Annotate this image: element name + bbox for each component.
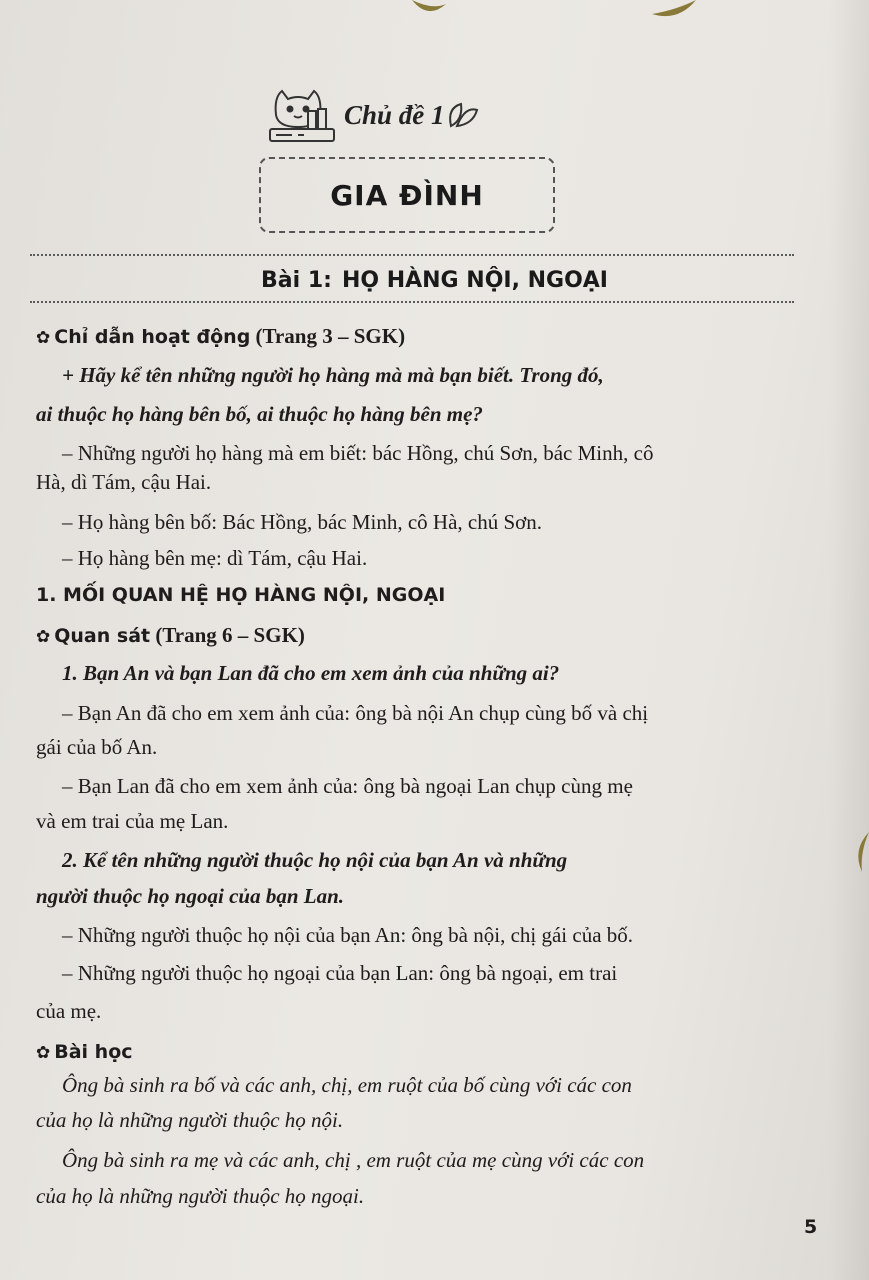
q2-answer1: – Những người thuộc họ nội của bạn An: ông bà nội, chị gái của bố. — [62, 923, 634, 947]
q1-answer1-line2: gái của bố An. — [36, 735, 158, 759]
flower-bullet-icon: ✿ — [36, 1043, 51, 1063]
activity-question-line1: + Hãy kể tên những người họ hàng mà mà bạn biết. Trong đó, — [62, 363, 604, 387]
topic-title: GIA ĐÌNH — [330, 178, 484, 212]
topic-label: Chủ đề 1 — [344, 99, 445, 130]
observe-heading-ref: (Trang 6 – SGK) — [155, 623, 305, 647]
leaf-decoration-right — [850, 832, 869, 872]
q2-answer2-line2: của mẹ. — [36, 999, 102, 1023]
leaf-icon — [445, 100, 479, 130]
summary-p1-line2: của họ là những người thuộc họ nội. — [36, 1108, 344, 1132]
summary-p1-line1: Ông bà sinh ra bố và các anh, chị, em ruột của bố cùng với các con — [62, 1073, 632, 1097]
q1-answer2-line1: – Bạn Lan đã cho em xem ảnh của: ông bà ngoại Lan chụp cùng mẹ — [62, 774, 633, 798]
divider-top — [30, 254, 794, 256]
activity-answer1-line2: Hà, dì Tám, cậu Hai. — [36, 470, 212, 494]
topic-header — [268, 84, 479, 146]
summary-p2-line1: Ông bà sinh ra mẹ và các anh, chị , em ruột của mẹ cùng với các con — [62, 1148, 645, 1172]
divider-bottom — [30, 301, 794, 303]
topic-title-box — [259, 157, 555, 233]
lesson-label: Bài 1: — [261, 268, 332, 293]
activity-heading-ref: (Trang 3 – SGK) — [255, 324, 406, 348]
question2-line2: người thuộc họ ngoại của bạn Lan. — [36, 884, 345, 908]
activity-heading-text: Chỉ dẫn hoạt động — [54, 326, 251, 348]
leaf-decoration-top-left — [410, 0, 450, 22]
lesson-title — [0, 268, 869, 293]
lesson-name: HỌ HÀNG NỘI, NGOẠI — [341, 268, 608, 293]
activity-answer3: – Họ hàng bên mẹ: dì Tám, cậu Hai. — [62, 546, 368, 570]
flower-bullet-icon: ✿ — [36, 328, 51, 348]
summary-heading-text: Bài học — [54, 1041, 133, 1063]
flower-bullet-icon: ✿ — [36, 627, 51, 647]
section1-title: 1. MỐI QUAN HỆ HỌ HÀNG NỘI, NGOẠI — [36, 584, 446, 606]
q2-answer2-line1: – Những người thuộc họ ngoại của bạn Lan: ông bà ngoại, em trai — [62, 961, 618, 985]
summary-heading — [36, 1038, 816, 1066]
q1-answer1-line1: – Bạn An đã cho em xem ảnh của: ông bà nội An chụp cùng bố và chị — [62, 701, 649, 725]
observe-heading-text: Quan sát — [54, 625, 151, 647]
summary-p2-line2: của họ là những người thuộc họ ngoại. — [36, 1184, 365, 1208]
observe-heading — [36, 622, 816, 650]
activity-heading — [36, 323, 816, 351]
cat-books-icon — [268, 85, 336, 145]
leaf-decoration-top-right — [648, 0, 698, 22]
question2-line1: 2. Kể tên những người thuộc họ nội của bạn An và những — [62, 848, 568, 872]
activity-answer1-line1: – Những người họ hàng mà em biết: bác Hồng, chú Sơn, bác Minh, cô — [62, 441, 654, 465]
q1-answer2-line2: và em trai của mẹ Lan. — [36, 809, 229, 833]
question1: 1. Bạn An và bạn Lan đã cho em xem ảnh của những ai? — [62, 661, 560, 685]
activity-question-line2: ai thuộc họ hàng bên bố, ai thuộc họ hàng bên mẹ? — [36, 402, 483, 426]
activity-answer2: – Họ hàng bên bố: Bác Hồng, bác Minh, cô Hà, chú Sơn. — [62, 510, 543, 534]
page-number: 5 — [804, 1216, 818, 1238]
